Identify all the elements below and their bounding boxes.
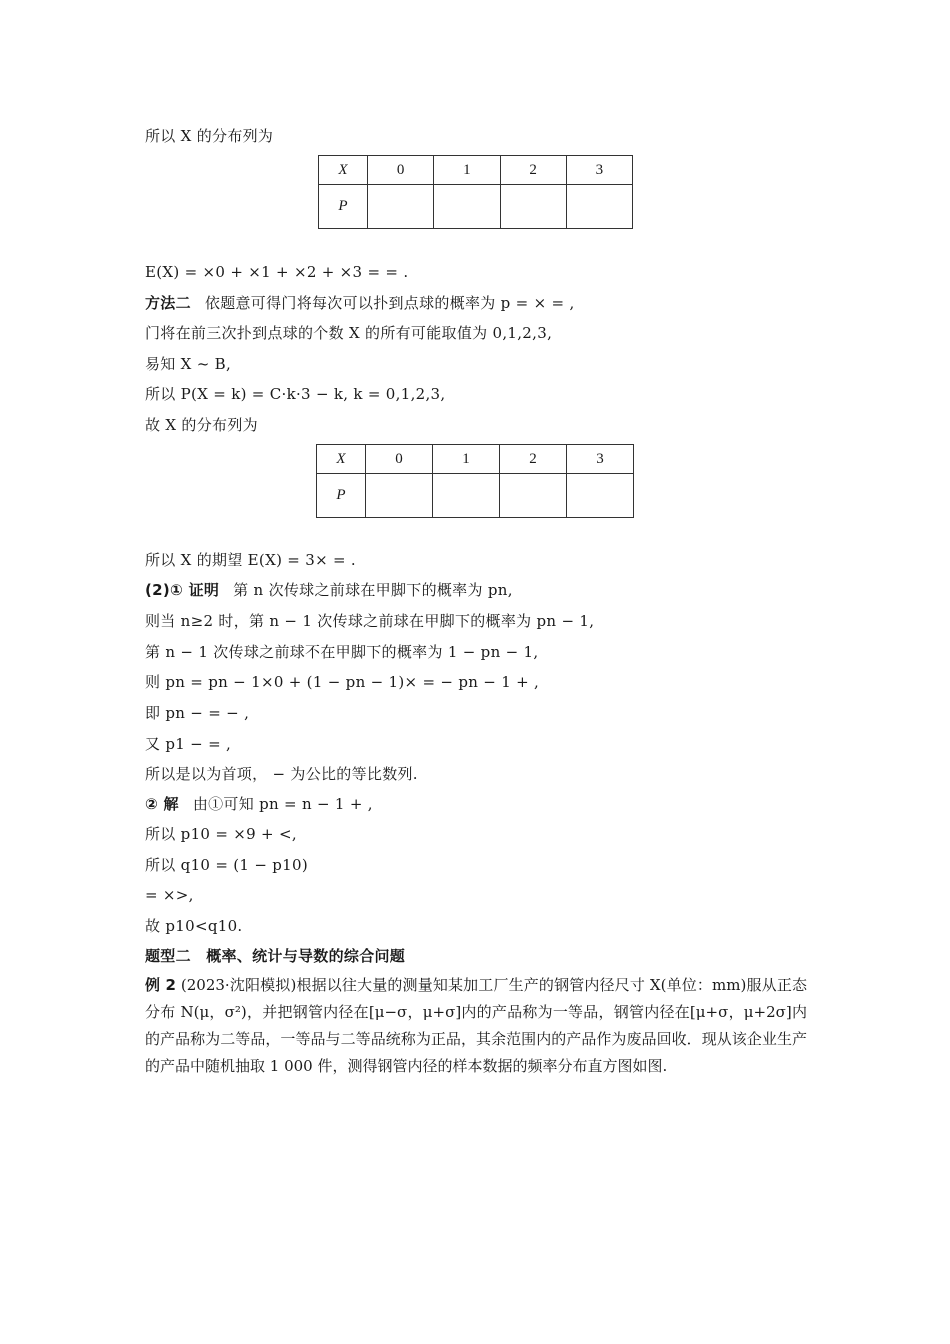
example-text: (2023·沈阳模拟)根据以往大量的测量知某加工厂生产的钢管内径尺寸 X(单位：mm)服从正态分布 N(μ，σ²)，并把钢管内径在[μ−σ，μ+σ]内的产品称为一等品，钢管内径在[μ+σ，μ+2σ]内的产品称为二等品，一等品与二等品统称为正品，其余范围内的产品作为废品回收．现从该企业生产的产品中随机抽取 1 000 件，测得钢管内径的样本数据的频率分布直方图如图.	[145, 976, 807, 1075]
table-cell: X	[319, 156, 368, 185]
solution-label: ② 解	[145, 795, 179, 813]
proof-text: 第 n 次传球之前球在甲脚下的概率为 pn,	[233, 581, 513, 599]
table-cell	[500, 474, 567, 518]
table-cell	[368, 185, 434, 229]
text-line	[145, 580, 513, 600]
table-cell: 1	[433, 445, 500, 474]
method-text: 依题意可得门将每次可以扑到点球的概率为 p = × = ,	[204, 294, 575, 312]
text-line: 故 X 的分布列为	[145, 416, 258, 434]
table-cell: 3	[566, 156, 632, 185]
distribution-table-2	[316, 444, 634, 518]
table-cell: X	[317, 445, 366, 474]
solution-text: 由①可知 pn = n − 1 + ,	[192, 795, 373, 813]
text-line: 所以 X 的分布列为	[145, 127, 274, 145]
table-cell: P	[319, 185, 368, 229]
text-line: 所以是以为首项， − 为公比的等比数列.	[145, 765, 418, 783]
text-line: 所以 P(X = k) = C·k·3 − k, k = 0,1,2,3,	[145, 385, 446, 403]
distribution-table-1	[318, 155, 633, 229]
table-cell	[500, 185, 566, 229]
table-cell	[567, 474, 634, 518]
text-line: 所以 p10 = ×9 + <,	[145, 825, 297, 843]
section-title: 题型二 概率、统计与导数的综合问题	[145, 947, 406, 965]
text-line: 则 pn = pn − 1×0 + (1 − pn − 1)× = − pn − 1 + ,	[145, 673, 540, 691]
table-cell: 2	[500, 156, 566, 185]
example-label: 例 2	[145, 976, 176, 994]
table-cell: 0	[366, 445, 433, 474]
section-heading	[145, 946, 405, 966]
table-cell: P	[317, 474, 366, 518]
table-row	[319, 185, 633, 229]
text-line: 易知 X ~ B,	[145, 355, 232, 373]
text-line: 门将在前三次扑到点球的个数 X 的所有可能取值为 0,1,2,3,	[145, 324, 553, 342]
table-row	[317, 474, 634, 518]
text-line: 第 n − 1 次传球之前球不在甲脚下的概率为 1 − pn − 1,	[145, 643, 539, 661]
example-paragraph	[145, 972, 807, 1080]
method-label: 方法二	[145, 294, 191, 312]
text-line: 即 pn − = − ,	[145, 704, 250, 722]
table-cell: 0	[368, 156, 434, 185]
table-cell	[433, 474, 500, 518]
table-cell	[366, 474, 433, 518]
table-cell	[434, 185, 500, 229]
table-cell: 3	[567, 445, 634, 474]
table-header-row	[317, 445, 634, 474]
proof-label: (2)① 证明	[145, 581, 220, 599]
text-line: E(X) = ×0 + ×1 + ×2 + ×3 = = .	[145, 263, 409, 281]
text-line: = ×>,	[145, 886, 194, 904]
text-line: 又 p1 − = ,	[145, 735, 232, 753]
table-cell	[566, 185, 632, 229]
text-line: 则当 n≥2 时，第 n − 1 次传球之前球在甲脚下的概率为 pn − 1,	[145, 612, 595, 630]
table-header-row	[319, 156, 633, 185]
table-cell: 2	[500, 445, 567, 474]
text-line: 所以 q10 = (1 − p10)	[145, 856, 309, 874]
text-line	[145, 794, 373, 814]
table-cell: 1	[434, 156, 500, 185]
text-line: 所以 X 的期望 E(X) = 3× = .	[145, 551, 357, 569]
text-line	[145, 293, 575, 313]
text-line: 故 p10<q10.	[145, 917, 243, 935]
